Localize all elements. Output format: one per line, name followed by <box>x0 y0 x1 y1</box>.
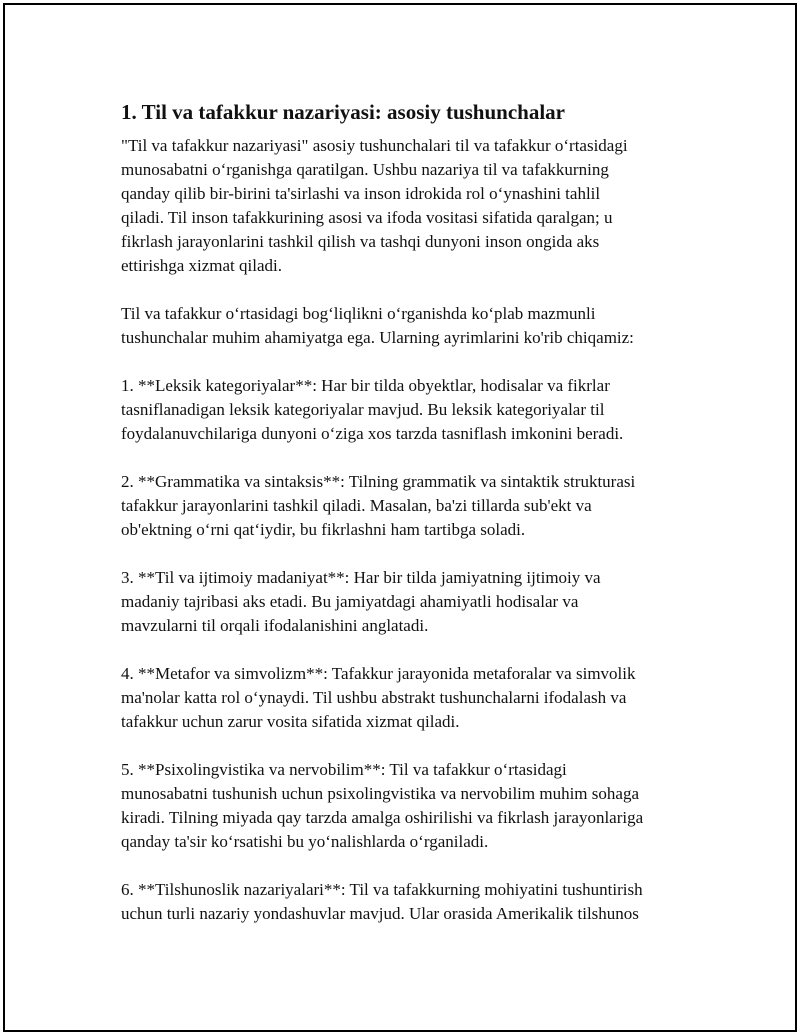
list-item-grammar-syntax: 2. **Grammatika va sintaksis**: Tilning grammatik va sintaktik strukturasi tafakkur jarayonlarini tashkil qiladi. Masalan, ba'zi tillarda sub'ekt va ob'ektning o‘rni qat‘iydir, bu fikrlashni ham tartibga soladi. <box>121 472 636 539</box>
transition-paragraph: Til va tafakkur o‘rtasidagi bog‘liqlikni o‘rganishda ko‘plab mazmunli tushunchalar muhim ahamiyatga ega. Ularning ayrimlarini ko'rib chiqamiz: <box>121 304 634 347</box>
section-heading: 1. Til va tafakkur nazariyasi: asosiy tushunchalar <box>121 100 566 124</box>
list-item-language-culture: 3. **Til va ijtimoiy madaniyat**: Har bir tilda jamiyatning ijtimoiy va madaniy tajribasi aks etadi. Bu jamiyatdagi ahamiyatli hodisalar va mavzularni til orqali ifodalanishini anglatadi. <box>121 568 601 635</box>
page-frame <box>3 3 797 1032</box>
list-item-linguistic-theories: 6. **Tilshunoslik nazariyalari**: Til va tafakkurning mohiyatini tushuntirish uchun turli nazariy yondashuvlar mavjud. Ular orasida Amerikalik tilshunos <box>121 880 643 923</box>
list-item-metaphor-symbolism: 4. **Metafor va simvolizm**: Tafakkur jarayonida metaforalar va simvolik ma'nolar katta rol o‘ynaydi. Til ushbu abstrakt tushunchalarni ifodalash va tafakkur uchun zarur vosita sifatida xizmat qiladi. <box>121 664 636 731</box>
list-item-psycholinguistics: 5. **Psixolingvistika va nervobilim**: Til va tafakkur o‘rtasidagi munosabatni tushunish uchun psixolingvistika va nervobilim muhim sohaga kiradi. Tilning miyada qay tarzda amalga oshirilishi va fikrlash jarayonlariga qanday ta'sir ko‘rsatishi bu yo‘nalishlarda o‘rganiladi. <box>121 760 644 851</box>
list-item-lexical-categories: 1. **Leksik kategoriyalar**: Har bir tilda obyektlar, hodisalar va fikrlar tasniflanadigan leksik kategoriyalar mavjud. Bu leksik kategoriyalar til foydalanuvchilariga dunyoni o‘ziga xos tarzda tasniflash imkonini beradi. <box>121 376 624 443</box>
intro-paragraph: "Til va tafakkur nazariyasi" asosiy tushunchalari til va tafakkur o‘rtasidagi munosabatni o‘rganishga qaratilgan. Ushbu nazariya til va tafakkurning qanday qilib bir-birini ta'sirlashi va inson idrokida rol o‘ynashini tahlil qiladi. Til inson tafakkurining asosi va ifoda vositasi sifatida qaralgan; u fikrlash jarayonlarini tashkil qilish va tashqi dunyoni inson ongida aks ettirishga xizmat qiladi. <box>121 136 628 275</box>
document-body <box>121 98 701 950</box>
